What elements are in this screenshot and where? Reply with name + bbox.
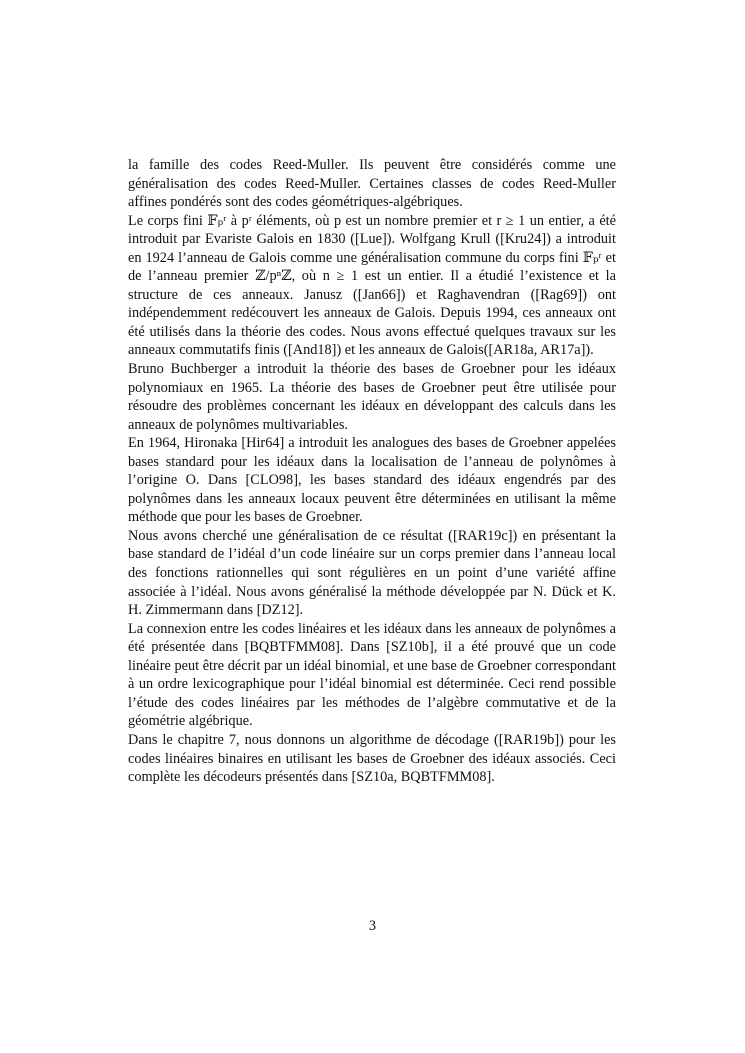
paragraph-linear-codes-ideals: La connexion entre les codes linéaires et les idéaux dans les anneaux de polynômes a été présentée dans [BQBTFMM08]. Dans [SZ10b], il a été prouvé que un code linéaire peut être décrit par un idéal binomial, et une base de Groebner correspondant à un ordre lexicographique pour l’idéal binomial est déterminée. Ceci rend possible l’étude des codes linéaires par les méthodes de l’algèbre commutative et de la géométrie algébrique.: [128, 620, 616, 730]
paragraph-decoding: Dans le chapitre 7, nous donnons un algorithme de décodage ([RAR19b]) pour les codes linéaires binaires en utilisant les bases de Groebner des idéaux associés. Ceci complète les décodeurs présentés dans [SZ10a, BQBTFMM08].: [128, 731, 616, 786]
paragraph-reed-muller: la famille des codes Reed-Muller. Ils peuvent être considérés comme une généralisation des codes Reed-Muller. Certaines classes de codes Reed-Muller affines pondérés sont des codes géométriques-algébriques.: [128, 157, 616, 211]
body-text: [128, 156, 616, 787]
paragraph-galois-rings: Le corps fini 𝔽ₚʳ à pʳ éléments, où p est un nombre premier et r ≥ 1 un entier, a été introduit par Evariste Galois en 1830 ([Lue]). Wolfgang Krull ([Kru24]) a introduit en 1924 l’anneau de Galois comme une généralisation commune du corps fini 𝔽ₚʳ et de l’anneau premier ℤ/pⁿℤ, où n ≥ 1 est un entier. Il a étudié l’existence et la structure de ces anneaux. Janusz ([Jan66]) et Raghavendran ([Rag69]) ont indépendemment redécouvert les anneaux de Galois. Depuis 1994, ces anneaux ont été utilisés dans la théorie des codes. Nous avons effectué quelques travaux sur les anneaux commutatifs finis ([And18]) et les anneaux de Galois([AR18a, AR17a]).: [128, 212, 616, 359]
paragraph-groebner-bases: Bruno Buchberger a introduit la théorie des bases de Groebner pour les idéaux polynomiaux en 1965. La théorie des bases de Groebner peut être utilisée pour résoudre des problèmes concernant les idéaux en développant des calculs dans les anneaux de polynômes multivariables.: [128, 361, 616, 433]
paragraph-generalisation: Nous avons cherché une généralisation de ce résultat ([RAR19c]) en présentant la base standard de l’idéal d’un code linéaire sur un corps premier dans l’anneau local des fonctions rationnelles qui sont régulières en un point d’une variété affine associée à l’idéal. Nous avons généralisé la méthode développée par N. Dück et K. H. Zimmermann dans [DZ12].: [128, 527, 616, 619]
paragraph-standard-bases: En 1964, Hironaka [Hir64] a introduit les analogues des bases de Groebner appelées bases standard pour les idéaux dans la localisation de l’anneau de polynômes à l’origine O. Dans [CLO98], les bases standard des idéaux engendrés par des polynômes dans les anneaux locaux peuvent être déterminées en utilisant la même méthode que pour les bases de Groebner.: [128, 435, 616, 526]
page-number: 3: [368, 918, 377, 934]
